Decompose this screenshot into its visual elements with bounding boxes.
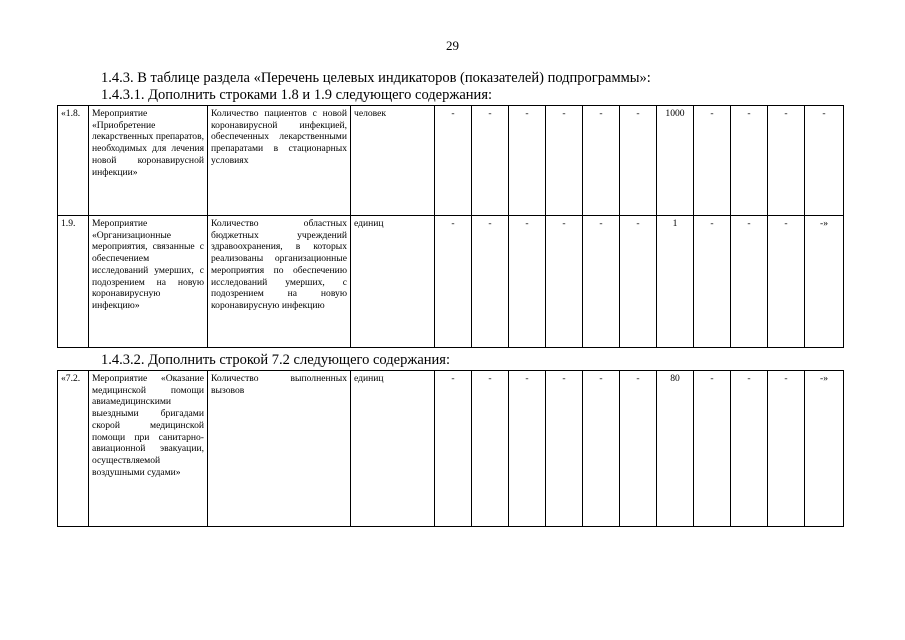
value-cell: - bbox=[472, 371, 509, 527]
value-cell: - bbox=[509, 106, 546, 216]
value-cell: - bbox=[472, 106, 509, 216]
value-cell: - bbox=[694, 106, 731, 216]
value-cell: - bbox=[694, 216, 731, 348]
value-cell: - bbox=[694, 371, 731, 527]
value-cell: - bbox=[805, 106, 844, 216]
value-cell: 1000 bbox=[657, 106, 694, 216]
section-heading-1-4-3: 1.4.3. В таблице раздела «Перечень целевых индикаторов (показателей) подпрограммы»: bbox=[101, 70, 651, 86]
value-cell: - bbox=[509, 216, 546, 348]
row-number: «1.8. bbox=[58, 106, 89, 216]
value-cell: - bbox=[731, 106, 768, 216]
page-number: 29 bbox=[446, 38, 459, 53]
value-cell: - bbox=[620, 371, 657, 527]
indicators-table-1 bbox=[57, 105, 844, 348]
unit-cell: единиц bbox=[351, 371, 435, 527]
value-cell: - bbox=[546, 371, 583, 527]
value-cell: - bbox=[509, 371, 546, 527]
unit-cell: единиц bbox=[351, 216, 435, 348]
value-cell: - bbox=[546, 216, 583, 348]
value-cell: - bbox=[472, 216, 509, 348]
value-cell: - bbox=[435, 216, 472, 348]
value-cell: - bbox=[731, 371, 768, 527]
indicator-name: Количество пациентов с новой коронавирусной инфекцией, обеспеченных лекарственными препаратами в стационарных условиях bbox=[208, 106, 351, 216]
value-cell: - bbox=[731, 216, 768, 348]
value-cell: - bbox=[435, 106, 472, 216]
value-cell: - bbox=[546, 106, 583, 216]
unit-cell: человек bbox=[351, 106, 435, 216]
event-name: Мероприятие «Приобретение лекарственных препаратов, необходимых для лечения новой коронавирусной инфекции» bbox=[89, 106, 208, 216]
value-cell: 80 bbox=[657, 371, 694, 527]
value-cell: - bbox=[435, 371, 472, 527]
value-cell: - bbox=[768, 216, 805, 348]
row-number: «7.2. bbox=[58, 371, 89, 527]
value-cell: - bbox=[583, 371, 620, 527]
value-cell: - bbox=[583, 216, 620, 348]
table-row bbox=[58, 371, 844, 527]
indicator-name: Количество областных бюджетных учреждений здравоохранения, в которых реализованы организационные мероприятия по обеспечению исследований умерших, с подозрением на новую коронавирусную инфекцию bbox=[208, 216, 351, 348]
value-cell: - bbox=[620, 216, 657, 348]
value-cell: - bbox=[768, 371, 805, 527]
table-row bbox=[58, 216, 844, 348]
value-cell: - bbox=[768, 106, 805, 216]
row-number: 1.9. bbox=[58, 216, 89, 348]
table-row bbox=[58, 106, 844, 216]
value-cell: 1 bbox=[657, 216, 694, 348]
value-cell: -» bbox=[805, 371, 844, 527]
indicators-table-2 bbox=[57, 370, 844, 527]
event-name: Мероприятие «Организационные мероприятия, связанные с обеспечением исследований умерших, с подозрением на новую коронавирусную инфекцию» bbox=[89, 216, 208, 348]
section-heading-1-4-3-1: 1.4.3.1. Дополнить строками 1.8 и 1.9 следующего содержания: bbox=[101, 87, 493, 103]
value-cell: -» bbox=[805, 216, 844, 348]
section-heading-1-4-3-2: 1.4.3.2. Дополнить строкой 7.2 следующего содержания: bbox=[101, 352, 450, 368]
value-cell: - bbox=[583, 106, 620, 216]
value-cell: - bbox=[620, 106, 657, 216]
indicator-name: Количество выполненных вызовов bbox=[208, 371, 351, 527]
event-name: Мероприятие «Оказание медицинской помощи авиамедицинскими выездными бригадами скорой медицинской помощи при санитарно-авиационной эвакуации, осуществляемой воздушными судами» bbox=[89, 371, 208, 527]
